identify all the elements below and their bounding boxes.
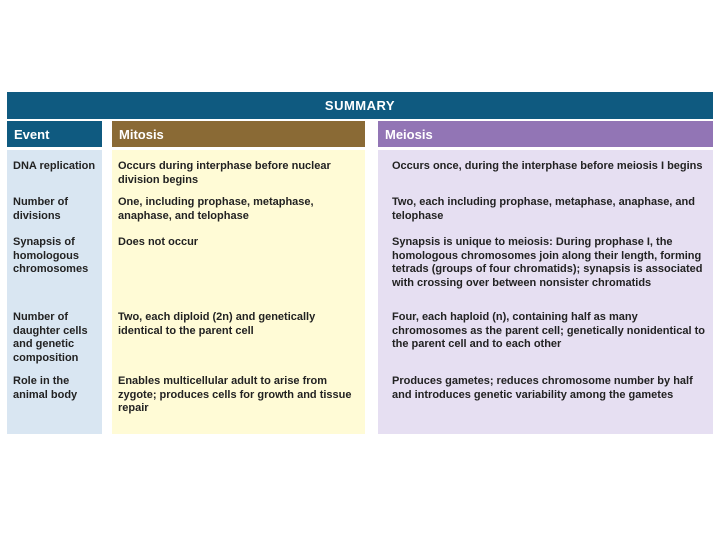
meiosis-cell-role: Produces gametes; reduces chromosome number by half and introduces genetic variability among the gametes <box>392 375 693 401</box>
meiosis-cell-synapsis: Synapsis is unique to meiosis: During prophase I, the homologous chromosomes join along their length, forming tetrads (groups of four chromatids); synapsis is associated with crossing over between nonsister chromatids <box>392 236 703 289</box>
mitosis-cell-daughter-cells: Two, each diploid (2n) and genetically identical to the parent cell <box>118 311 316 337</box>
mitosis-cell-dna-replication: Occurs during interphase before nuclear division begins <box>118 160 331 186</box>
meiosis-cell-dna-replication: Occurs once, during the interphase before meiosis I begins <box>392 160 703 172</box>
mitosis-cell-role: Enables multicellular adult to arise from zygote; produces cells for growth and tissue repair <box>118 375 352 414</box>
summary-table <box>7 92 713 434</box>
meiosis-cell-number-of-divisions: Two, each including prophase, metaphase, anaphase, and telophase <box>392 196 695 222</box>
event-cell-daughter-cells: Number of daughter cells and genetic composition <box>13 311 88 364</box>
header-meiosis: Meiosis <box>378 121 713 147</box>
event-cell-role: Role in the animal body <box>13 375 78 401</box>
header-mitosis: Mitosis <box>112 121 365 147</box>
meiosis-cell-daughter-cells: Four, each haploid (n), containing half as many chromosomes as the parent cell; genetically nonidentical to the parent cell and to each other <box>392 311 705 350</box>
table-title: SUMMARY <box>7 92 713 119</box>
event-cell-number-of-divisions: Number of divisions <box>13 196 68 222</box>
header-event: Event <box>7 121 102 147</box>
event-cell-dna-replication: DNA replication <box>13 160 96 172</box>
mitosis-cell-number-of-divisions: One, including prophase, metaphase, anaphase, and telophase <box>118 196 314 222</box>
event-cell-synapsis: Synapsis of homologous chromosomes <box>13 236 89 275</box>
mitosis-cell-synapsis: Does not occur <box>118 236 199 248</box>
